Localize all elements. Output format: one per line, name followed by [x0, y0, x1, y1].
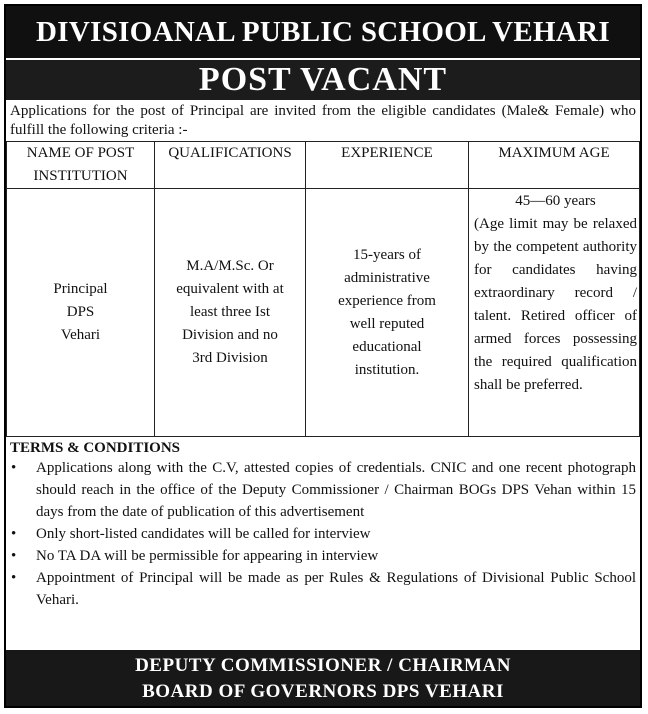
term-text: Applications along with the C.V, attested copies of credentials. CNIC and one recent photograph should reach in the office of the Deputy Commissioner / Chairman BOGs DPS Vehan within 15 days from the date of publication of this advertisement: [36, 460, 636, 520]
post-line: Vehari: [60, 327, 101, 343]
experience-line: educational: [352, 338, 422, 355]
qualification-line: least three Ist: [190, 304, 270, 320]
qualification-line: 3rd Division: [192, 350, 268, 366]
list-item: [10, 545, 636, 567]
list-item: [10, 457, 636, 523]
experience-line: experience from: [338, 292, 436, 309]
terms-list: [10, 457, 636, 611]
qualification-line: equivalent with at: [176, 281, 284, 297]
age-range: 45—60 years: [515, 193, 596, 209]
terms-title: TERMS & CONDITIONS: [10, 440, 181, 456]
header-post-line1: NAME OF POST: [26, 145, 135, 161]
bullet-icon: •: [11, 548, 17, 564]
bullet-icon: •: [11, 526, 17, 542]
intro-paragraph: Applications for the post of Principal are invited from the eligible candidates (Male& Female) who fulfill the following criteria :-: [10, 103, 636, 138]
advertisement: [4, 4, 642, 708]
footer-line-2: BOARD OF GOVERNORS DPS VEHARI: [142, 681, 504, 702]
cell-maximum-age: [469, 189, 640, 437]
table-row: [7, 189, 640, 437]
post-line: Principal: [53, 281, 108, 297]
list-item: [10, 523, 636, 545]
cell-post: [7, 189, 155, 437]
terms-section: [6, 437, 640, 611]
post-line: DPS: [66, 304, 95, 320]
experience-line: institution.: [354, 361, 420, 378]
experience-line: well reputed: [349, 315, 425, 332]
term-text: No TA DA will be permissible for appearing in interview: [36, 548, 379, 564]
bullet-icon: •: [11, 460, 17, 476]
term-text: Only short-listed candidates will be called for interview: [36, 526, 371, 542]
header-qualifications: QUALIFICATIONS: [155, 142, 306, 189]
age-note: (Age limit may be relaxed by the competent authority for candidates having extraordinary record / talent. Retired officer of armed forces possessing the required qualification shall be preferred.: [474, 216, 637, 393]
experience-line: 15-years of: [353, 246, 421, 263]
criteria-table: [6, 141, 640, 437]
cell-experience: [306, 189, 469, 437]
qualification-line: M.A/M.Sc. Or: [186, 258, 274, 274]
post-vacant-banner: POST VACANT: [6, 58, 640, 100]
list-item: [10, 567, 636, 611]
school-title: DIVISIOANAL PUBLIC SCHOOL VEHARI: [6, 6, 640, 58]
term-text: Appointment of Principal will be made as per Rules & Regulations of Divisional Public School Vehari.: [36, 570, 636, 608]
qualification-line: Division and no: [182, 327, 278, 343]
header-experience: EXPERIENCE: [306, 142, 469, 189]
header-post-line2: INSTITUTION: [33, 168, 128, 184]
header-maximum-age: MAXIMUM AGE: [469, 142, 640, 189]
footer-line-1: DEPUTY COMMISSIONER / CHAIRMAN: [135, 655, 511, 676]
experience-line: administrative: [344, 269, 430, 286]
table-header-row: [7, 142, 640, 189]
bullet-icon: •: [11, 570, 17, 586]
cell-qualifications: [155, 189, 306, 437]
header-post-institution: [7, 142, 155, 189]
footer-signature: [6, 650, 640, 706]
